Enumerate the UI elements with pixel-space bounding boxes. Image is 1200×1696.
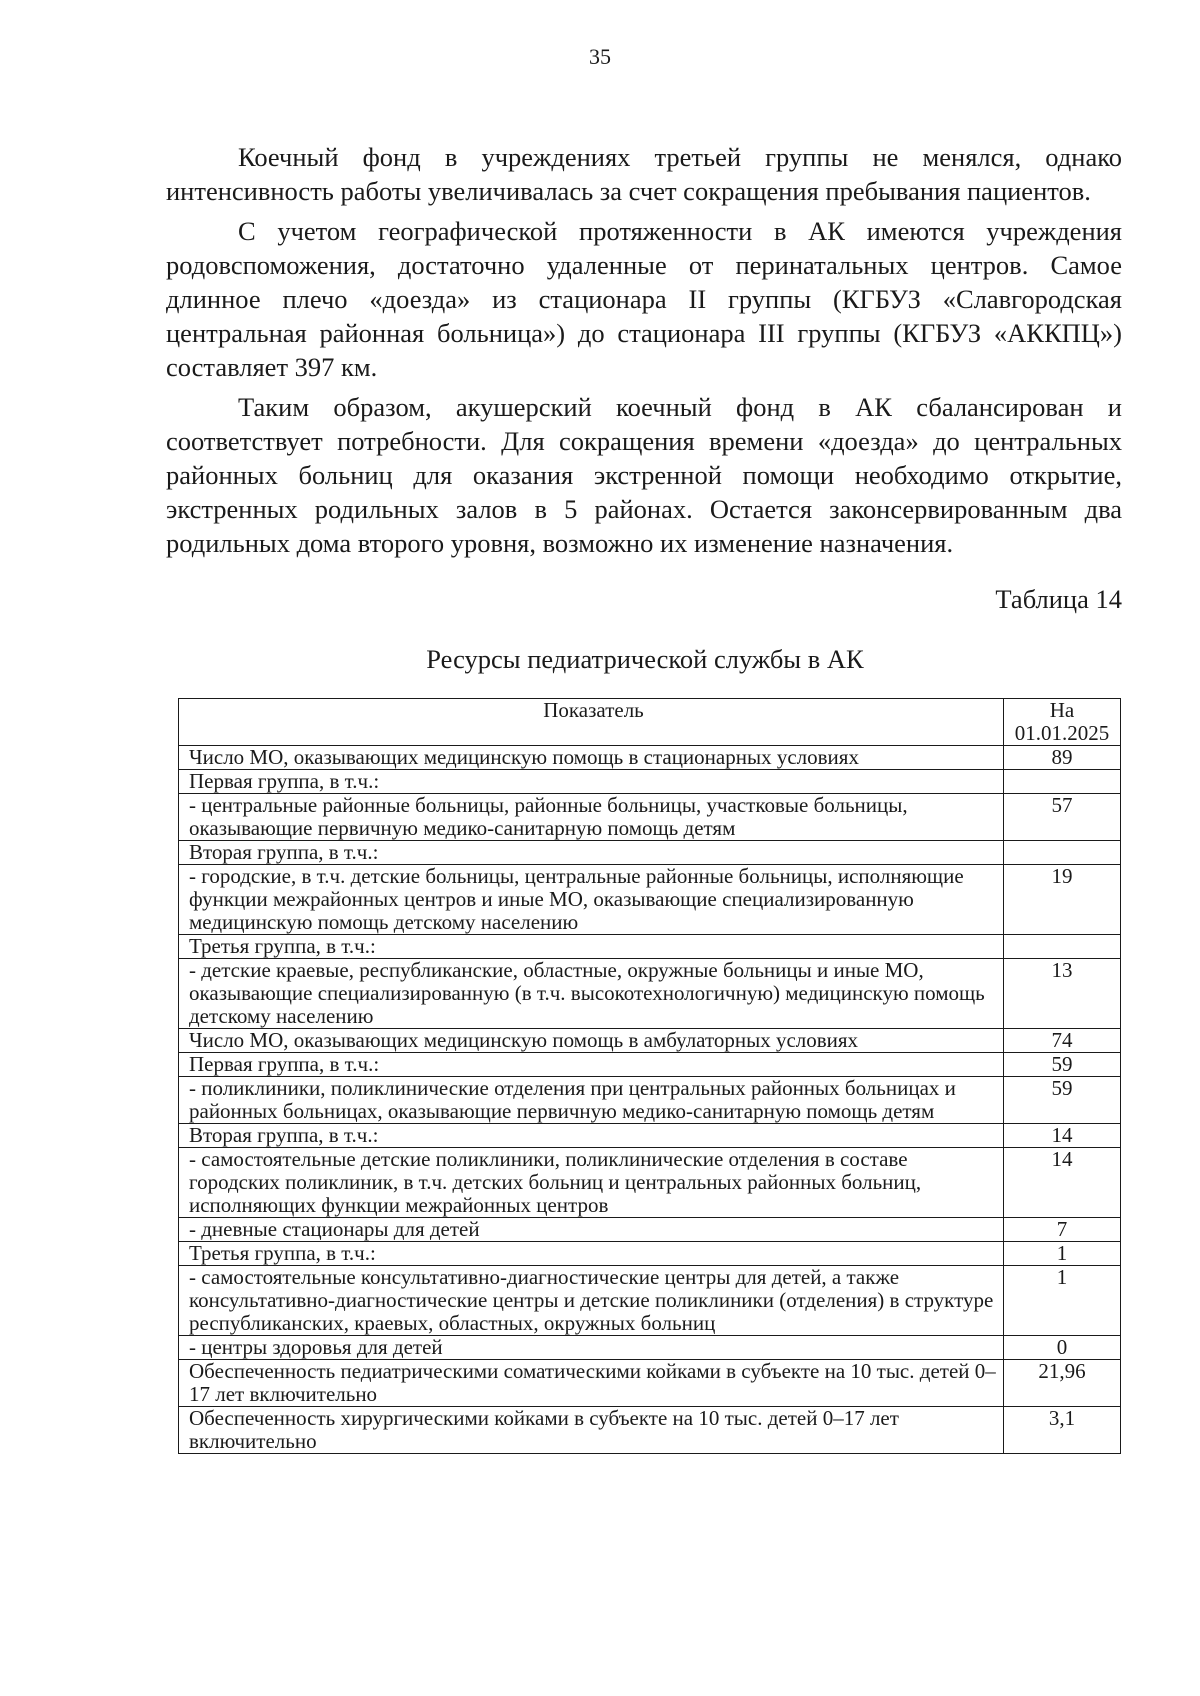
table-body	[179, 746, 1121, 1454]
row-value: 59	[1004, 1053, 1121, 1077]
row-value: 59	[1004, 1077, 1121, 1124]
row-value: 1	[1004, 1266, 1121, 1336]
row-indicator: - поликлиники, поликлинические отделения при центральных районных больницах и районных больницах, оказывающие первичную медико-санитарную помощь детям	[179, 1077, 1004, 1124]
row-value: 74	[1004, 1029, 1121, 1053]
table-header-row	[179, 699, 1121, 746]
paragraph: С учетом географической протяженности в АК имеются учреждения родовспоможения, достаточно удаленные от перинатальных центров. Самое длинное плечо «доезда» из стационара II группы (КГБУЗ «Славгородская центральная районная больница») до стационара III группы (КГБУЗ «АККПЦ») составляет 397 км.	[166, 216, 1122, 382]
row-indicator: - самостоятельные детские поликлиники, поликлинические отделения в составе городских поликлиник, в т.ч. детских больниц и центральных районных больниц, исполняющих функции межрайонных центров	[179, 1148, 1004, 1218]
row-indicator: Третья группа, в т.ч.:	[179, 935, 1004, 959]
table-row	[179, 865, 1121, 935]
row-value: 7	[1004, 1218, 1121, 1242]
row-value	[1004, 770, 1121, 794]
table-row	[179, 1148, 1121, 1218]
table-row	[179, 1077, 1121, 1124]
row-value: 14	[1004, 1148, 1121, 1218]
row-indicator: - центральные районные больницы, районные больницы, участковые больницы, оказывающие первичную медико-санитарную помощь детям	[179, 794, 1004, 841]
paragraph: Коечный фонд в учреждениях третьей группы не менялся, однако интенсивность работы увеличивалась за счет сокращения пребывания пациентов.	[166, 142, 1122, 206]
row-value: 0	[1004, 1336, 1121, 1360]
row-value: 57	[1004, 794, 1121, 841]
table-label: Таблица 14	[995, 584, 1122, 614]
row-value: 14	[1004, 1124, 1121, 1148]
row-indicator: - самостоятельные консультативно-диагностические центры для детей, а также консультативно-диагностические центры и детские поликлиники (отделения) в структуре республиканских, краевых, областных, окружных больниц	[179, 1266, 1004, 1336]
header-indicator: Показатель	[179, 699, 1004, 746]
table-row	[179, 1053, 1121, 1077]
table-row	[179, 1124, 1121, 1148]
row-indicator: Обеспеченность хирургическими койками в субъекте на 10 тыс. детей 0–17 лет включительно	[179, 1407, 1004, 1454]
row-indicator: - центры здоровья для детей	[179, 1336, 1004, 1360]
table-row	[179, 1242, 1121, 1266]
row-indicator: Вторая группа, в т.ч.:	[179, 841, 1004, 865]
table-row	[179, 1407, 1121, 1454]
row-value: 21,96	[1004, 1360, 1121, 1407]
header-value: На 01.01.2025	[1004, 699, 1121, 746]
row-indicator: Вторая группа, в т.ч.:	[179, 1124, 1004, 1148]
table-row	[179, 1029, 1121, 1053]
row-value: 89	[1004, 746, 1121, 770]
row-value	[1004, 841, 1121, 865]
row-value	[1004, 935, 1121, 959]
row-indicator: Третья группа, в т.ч.:	[179, 1242, 1004, 1266]
table-row	[179, 770, 1121, 794]
row-indicator: Число МО, оказывающих медицинскую помощь в амбулаторных условиях	[179, 1029, 1004, 1053]
table-row	[179, 1336, 1121, 1360]
row-value: 19	[1004, 865, 1121, 935]
resources-table	[178, 698, 1121, 1454]
row-indicator: - городские, в т.ч. детские больницы, центральные районные больницы, исполняющие функции межрайонных центров и иные МО, оказывающие специализированную медицинскую помощь детскому населению	[179, 865, 1004, 935]
row-value: 1	[1004, 1242, 1121, 1266]
table-row	[179, 1218, 1121, 1242]
table-title: Ресурсы педиатрической службы в АК	[426, 644, 864, 674]
table-row	[179, 935, 1121, 959]
table-row	[179, 1360, 1121, 1407]
table-row	[179, 959, 1121, 1029]
table-row	[179, 1266, 1121, 1336]
row-indicator: Число МО, оказывающих медицинскую помощь в стационарных условиях	[179, 746, 1004, 770]
row-value: 3,1	[1004, 1407, 1121, 1454]
row-indicator: - детские краевые, республиканские, областные, окружные больницы и иные МО, оказывающие специализированную (в т.ч. высокотехнологичную) медицинскую помощь детскому населению	[179, 959, 1004, 1029]
table-row	[179, 841, 1121, 865]
page-number: 35	[589, 44, 611, 69]
row-indicator: Первая группа, в т.ч.:	[179, 1053, 1004, 1077]
paragraph: Таким образом, акушерский коечный фонд в АК сбалансирован и соответствует потребности. Для сокращения времени «доезда» до центральных районных больниц для оказания экстренной помощи необходимо открытие, экстренных родильных залов в 5 районах. Остается законсервированным два родильных дома второго уровня, возможно их изменение назначения.	[166, 392, 1122, 558]
row-value: 13	[1004, 959, 1121, 1029]
row-indicator: Обеспеченность педиатрическими соматическими койками в субъекте на 10 тыс. детей 0–17 лет включительно	[179, 1360, 1004, 1407]
table-row	[179, 794, 1121, 841]
row-indicator: Первая группа, в т.ч.:	[179, 770, 1004, 794]
row-indicator: - дневные стационары для детей	[179, 1218, 1004, 1242]
table-row	[179, 746, 1121, 770]
body-text	[166, 140, 1122, 560]
